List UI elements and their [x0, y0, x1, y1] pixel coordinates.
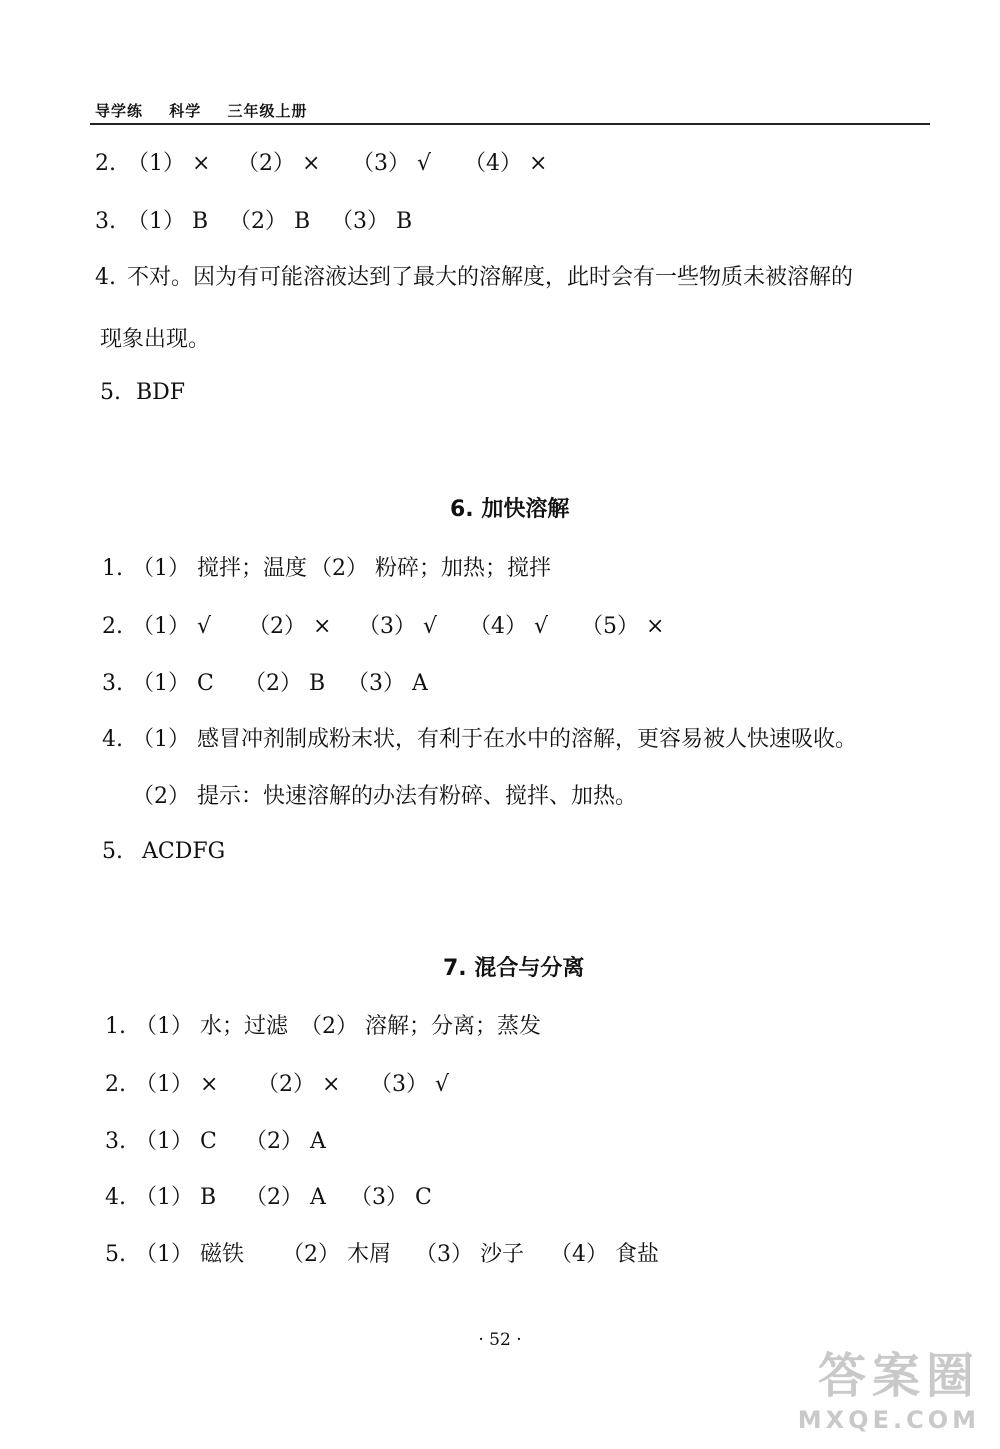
s6-q4-part2: （2） 提示：快速溶解的办法有粉碎、搅拌、加热。 [132, 784, 637, 809]
section7-title: 7. 混合与分离 [443, 956, 585, 981]
s6-q1: 1. （1） 搅拌；温度 （2） 粉碎；加热；搅拌 [102, 556, 551, 581]
header-subject: 科学 [169, 102, 202, 120]
s7-q1: 1. （1） 水；过滤 （2） 溶解；分离；蒸发 [105, 1014, 541, 1039]
s7-q4: 4. （1） B （2） A （3） C [105, 1185, 432, 1210]
watermark-logo: 答案圈 [817, 1348, 980, 1404]
s5-q3: 3. （1） B （2） B （3） B [95, 209, 413, 234]
s6-q3: 3. （1） C （2） B （3） A [102, 671, 428, 696]
watermark-url: MXQE.COM [797, 1406, 980, 1434]
s7-q2: 2. （1） × （2） × （3） √ [105, 1072, 450, 1097]
header-grade: 三年级上册 [227, 102, 308, 120]
s7-q3: 3. （1） C （2） A [105, 1129, 326, 1154]
s6-q5: 5. ACDFG [102, 839, 226, 864]
header-book: 导学练 [95, 102, 144, 120]
s7-q5: 5. （1） 磁铁 （2） 木屑 （3） 沙子 （4） 食盐 [105, 1242, 659, 1267]
s5-q2: 2. （1） × （2） × （3） √ （4） × [95, 151, 548, 176]
s6-q4: 4. （1） 感冒冲剂制成粉末状，有利于在水中的溶解，更容易被人快速吸收。 [102, 727, 857, 752]
section6-title: 6. 加快溶解 [450, 497, 570, 522]
watermark [798, 1337, 980, 1434]
s5-q4-cont: 现象出现。 [100, 327, 211, 352]
header-rule [90, 123, 930, 125]
s5-q4: 4. 不对。因为有可能溶液达到了最大的溶解度，此时会有一些物质未被溶解的 [95, 265, 854, 290]
s5-q5: 5. BDF [100, 380, 186, 405]
page-number: · 52 · [478, 1330, 522, 1350]
s6-q2: 2. （1） √ （2） × （3） √ （4） √ （5） × [102, 614, 665, 639]
running-header [95, 100, 328, 121]
